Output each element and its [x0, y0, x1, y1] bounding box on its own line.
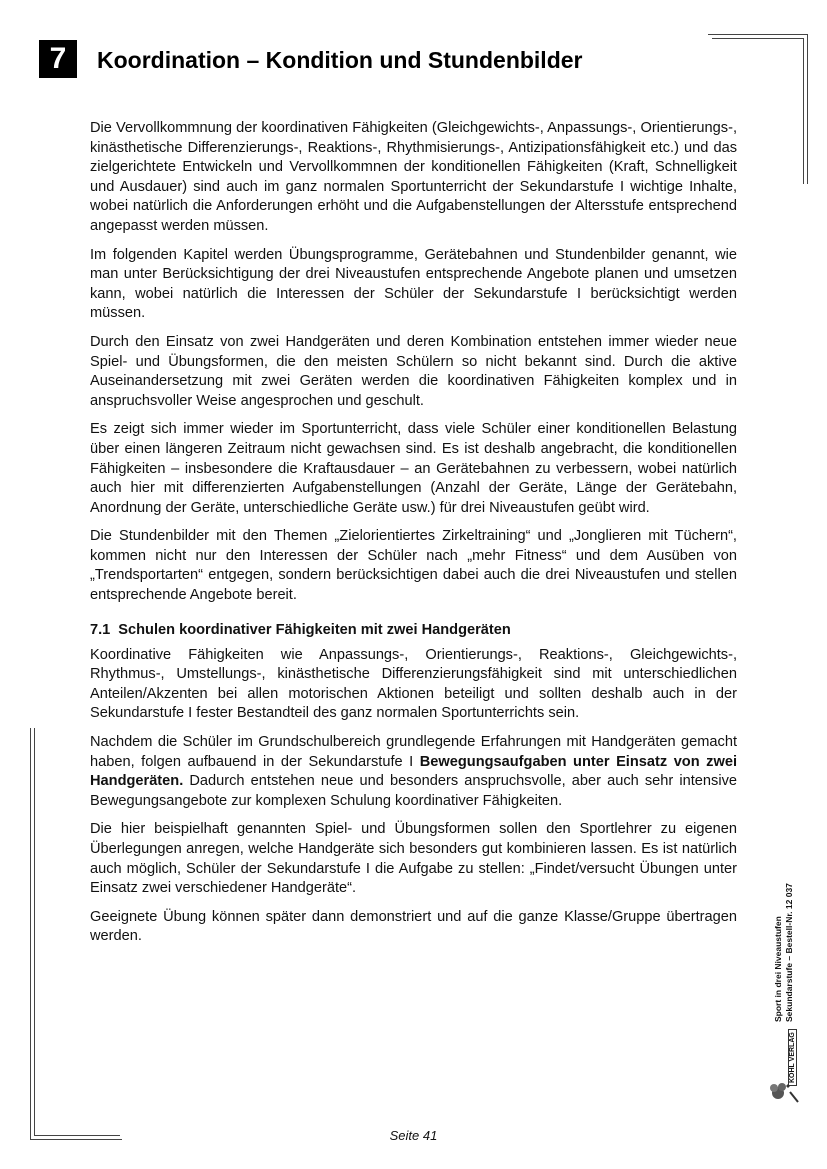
frame-line-left	[30, 728, 31, 1140]
chapter-number-badge: 7	[39, 40, 77, 78]
intro-paragraph-1: Die Vervollkommnung der koordinativen Fähigkeiten (Gleichgewichts-, Anpassungs-, Orientierungs-, kinästhetische Differenzierungs-, Reaktions-, Rhythmisierungs-, Antizipationsfähigkeit etc.) und das zielgerichtete Entwickeln und Vervollkommnen der konditionellen Fähigkeiten (Kraft, Schnelligkeit und Ausdauer) sind auch im ganz normalen Sportunterricht der Sekundarstufe I wichtige Inhalte, wobei natürlich die Anforderungen erhöht und die Aufgabenstellungen der Altersstufe entsprechend angepasst werden müssen.	[90, 120, 737, 234]
sidebar-order-number: Sekundarstufe – Bestell-Nr. 12 037	[784, 883, 794, 1022]
section-paragraph-1: Koordinative Fähigkeiten wie Anpassungs-, Orientierungs-, Reaktions-, Gleichgewichts-, Rhythmus-, Umstellungs-, kinästhetische Differenzierungsfähigkeit sind mit unterschiedlichen Anteilen/Akzenten bei allen motorischen Aktionen beteiligt und sollten deshalb auch in der Sekundarstufe I fester Bestandteil des ganz normalen Sportunterrichts sein.	[90, 646, 737, 722]
intro-paragraph-2: Im folgenden Kapitel werden Übungsprogramme, Gerätebahnen und Stundenbilder genannt, wie man unter Berücksichtigung der drei Niveaustufen entsprechende Angebote planen und umsetzen kann, wobei natürlich die Interessen der Schüler der Sekundarstufe I berücksichtigt werden müssen.	[90, 246, 737, 322]
section-number: 7.1	[90, 621, 111, 638]
frame-line-left-inner	[34, 728, 35, 1136]
page-content	[90, 119, 737, 956]
page-number: Seite 41	[389, 1128, 438, 1143]
frame-line-top-right-inner	[712, 38, 804, 39]
section-paragraph-3: Die hier beispielhaft genannten Spiel- und Übungsformen sollen den Sportlehrer zu eigenen Überlegungen anregen, welche Handgeräte sich besonders gut kombinieren lassen. Es ist natürlich auch möglich, Schüler der Sekundarstufe I die Aufgabe zu stellen: „Findet/versucht Übungen unter Einsatz zwei verschiedener Handgeräte“.	[90, 821, 737, 897]
sidebar-book-info	[773, 832, 795, 1022]
publisher-name: KOHL VERLAG	[788, 1029, 797, 1086]
section-paragraph-4: Geeignete Übung können später dann demonstriert und auf die ganze Klasse/Gruppe übertragen werden.	[90, 908, 737, 945]
section-heading	[90, 620, 737, 640]
intro-paragraph-3: Durch den Einsatz von zwei Handgeräten und deren Kombination entstehen immer wieder neue Spiel- und Übungsformen, die den meisten Schülern so nicht bekannt sind. Durch die aktive Auseinandersetzung mit zwei Geräten werden die koordinativen Fähigkeiten komplex und in anspruchsvoller Weise angesprochen und geschult.	[90, 333, 737, 409]
section-paragraph-2-start: Nachdem die Schüler im Grundschulbereich grundlegende Erfahrungen mit Handgeräten gemacht haben, folgen aufbauend in der Sekundarstufe I	[90, 734, 737, 770]
section-title: Schulen koordinativer Fähigkeiten mit zwei Handgeräten	[118, 621, 511, 638]
frame-line-right-inner	[803, 38, 804, 184]
intro-paragraph-5: Die Stundenbilder mit den Themen „Zielorientiertes Zirkeltraining“ und „Jonglieren mit Tüchern“, kommen nicht nur den Interessen der Schüler nach „mehr Fitness“ und dem Ausüben von „Trendsportarten“ entgegen, sondern berücksichtigen dabei auch die drei Niveaustufen und stellen entsprechende Angebote bereit.	[90, 528, 737, 604]
section-paragraph-2-emphasis: Bewegungsaufgaben unter Einsatz von zwei Handgeräten.	[90, 753, 737, 790]
frame-line-top-right	[708, 34, 808, 35]
sidebar-book-title: Sport in drei Niveaustufen	[773, 916, 783, 1022]
section-paragraph-2	[90, 733, 737, 811]
publisher-logo-icon	[766, 1030, 806, 1105]
frame-line-right	[807, 34, 808, 184]
chapter-title: Koordination – Kondition und Stundenbilder	[97, 47, 583, 73]
intro-paragraph-4: Es zeigt sich immer wieder im Sportunterricht, dass viele Schüler einer konditionellen Belastung über einen längeren Zeitraum nicht gewachsen sind. Es ist deshalb angebracht, die konditionellen Fähigkeiten – insbesondere die Kraftausdauer – an Gerätebahnen zu verbessern, wobei natürlich auch hier mit differenzierten Aufgabenstellungen (Anzahl der Geräte, Länge der Gerätebahn, Anordnung der Geräte, unterschiedliche Geräte usw.) für drei Niveaustufen geübt wird.	[90, 421, 737, 516]
section-paragraph-2-end: Dadurch entstehen neue und besonders anspruchsvolle, aber auch sehr intensive Bewegungsangebote zur komplexen Schulung koordinativer Fähigkeiten.	[90, 773, 737, 809]
